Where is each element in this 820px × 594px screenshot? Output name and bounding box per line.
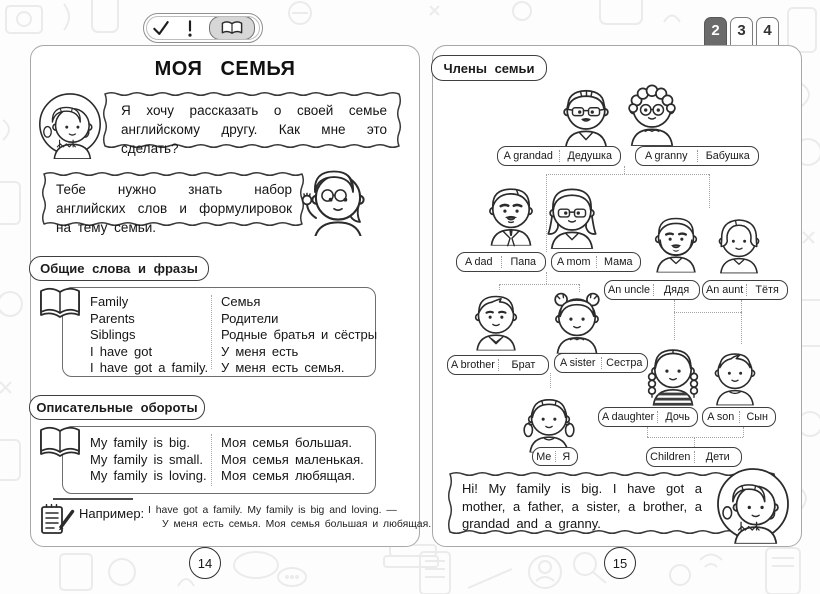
daughter-ru: Дочь [665,411,690,423]
mom-label [551,252,641,272]
hi-girl-avatar [715,464,791,544]
tab-label: 4 [763,22,772,39]
granny-avatar [623,78,681,146]
vocab-table-common-words [62,287,376,377]
brother-ru: Брат [511,359,536,371]
granny-label [635,146,759,166]
aunt-avatar [713,208,765,278]
exclamation-icon[interactable] [185,18,195,38]
children-ru: Дети [705,451,730,463]
grandad-label [497,146,621,166]
mom-ru: Мама [603,256,633,268]
sister-label [554,353,648,373]
tree-connector [674,312,675,340]
grandad-en: A grandad [503,150,553,162]
daughter-avatar [645,338,701,408]
left-page [30,45,432,547]
me-en: Me [536,450,552,463]
tab-label: 2 [711,22,720,39]
open-book-icon [219,20,245,36]
tree-connector [674,300,675,312]
vocab-english-column: Family Parents Siblings I have got I have got a family. [90,294,209,375]
check-icon[interactable] [151,18,171,38]
me-avatar [522,388,576,454]
sister-ru: Сестра [606,357,643,369]
son-en: A son [707,411,735,423]
tree-connector [674,312,741,313]
tree-connector [741,312,742,344]
table-divider [211,295,212,369]
brother-en: A brother [451,359,495,371]
brother-avatar [469,284,523,354]
aunt-ru: Тётя [755,284,779,296]
tree-connector [647,437,743,438]
uncle-en: An uncle [608,284,651,296]
children-label [646,447,742,467]
reader-girl-avatar [36,90,104,160]
me-label [532,447,578,466]
tree-connector [546,174,709,175]
tree-connector [546,272,547,284]
vocab-table-descriptive [62,426,376,494]
intro-speech-bubble [101,90,403,156]
uncle-ru: Дядя [663,284,690,296]
granny-ru: Бабушка [705,150,750,162]
dad-en: A dad [464,256,493,268]
intro-bubble-text: Я хочу рассказать о своей семье английскому другу. Как мне это сделать? [121,103,387,156]
tree-connector [694,437,695,447]
section-heading-common-words: Общие слова и фразы [29,256,209,281]
tree-connector [550,373,551,388]
page-number-left: 14 [189,547,221,579]
me-ru: Я [562,450,571,463]
tree-connector [743,427,744,437]
aunt-en: An aunt [706,284,744,296]
notepad-pencil-icon [40,503,76,535]
toolbar [143,13,263,43]
daughter-en: A daughter [602,411,655,423]
mom-en: A mom [556,256,591,268]
example-text-en: I have got a family. My family is big and loving. — [148,505,397,516]
vocab-russian-column: Моя семья большая. Моя семья маленькая. Моя семья любящая. [221,435,364,483]
son-ru: Сын [746,411,769,423]
tip-bubble-text: Тебе нужно знать набор английских слов и формулировок на тему семьи. [56,182,292,235]
granny-en: A granny [644,150,688,162]
vocab-russian-column: Семья Родители Родные братья и сёстры У меня есть У меня есть семья. [221,294,378,375]
son-label [702,407,776,427]
open-book-icon [37,423,83,461]
example-text [148,504,431,531]
open-book-icon [37,284,83,322]
page-number-right: 15 [604,547,636,579]
page-title: МОЯ СЕМЬЯ [154,58,296,80]
children-en: Children [650,451,691,463]
tree-connector [624,166,625,174]
dad-ru: Папа [510,256,537,268]
uncle-label [604,280,700,300]
brother-label [447,355,549,375]
tree-connector [709,174,710,208]
sister-en: A sister [560,357,596,369]
tree-connector [647,427,648,437]
dad-avatar [483,178,539,248]
open-book-button[interactable] [209,16,255,40]
daughter-label [598,407,698,427]
tip-speech-bubble [40,170,306,235]
uncle-avatar [649,206,703,276]
son-avatar [709,343,761,407]
tab-label: 3 [737,22,746,39]
tree-connector [741,300,742,312]
mom-avatar [543,180,601,250]
section-heading-descriptive: Описательные обороты [29,395,205,420]
sister-avatar [549,288,605,354]
dad-label [456,252,546,272]
grandad-avatar [557,80,615,148]
grandad-ru: Дедушка [567,150,612,162]
hi-bubble-text: Hi! My family is big. I have got a mother, a father, a sister, a brother, a grandad and a granny. [462,481,702,531]
vocab-english-column: My family is big. My family is small. My family is loving. [90,435,207,483]
table-divider [211,434,212,486]
right-page [432,45,802,547]
example-text-ru: У меня есть семья. Моя семья большая и любящая. [162,518,432,530]
teacher-avatar [299,156,369,236]
example-label: Например: [79,506,145,521]
section-heading-family-members: Члены семьи [431,55,547,81]
note-rule [53,498,133,500]
aunt-label [702,280,788,300]
